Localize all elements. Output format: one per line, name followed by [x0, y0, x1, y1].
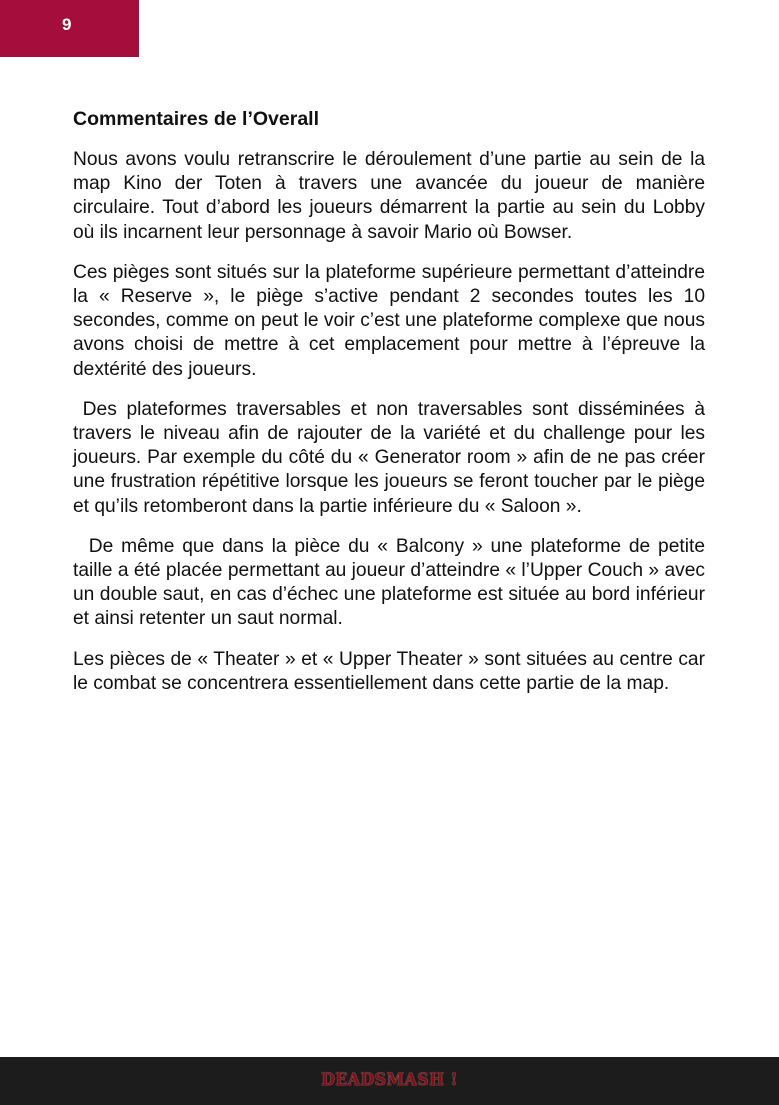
footer-bar	[0, 1057, 779, 1105]
paragraph-theater: Les pièces de « Theater » et « Upper Theater » sont situées au centre car le combat se concentrera essentiellement dans cette partie de la map.	[73, 648, 711, 694]
paragraph-balcony: De même que dans la pièce du « Balcony » une plateforme de petite taille a été placée permettant au joueur d’atteindre « l’Upper Couch » avec un double saut, en cas d’échec une plateforme est située au bord inférieur et ainsi retenter un saut normal.	[73, 535, 711, 630]
document-content	[73, 107, 711, 712]
paragraph-traps: Ces pièges sont situés sur la plateforme supérieure permettant d’atteindre la « Reserve », le piège s’active pendant 2 secondes toutes les 10 secondes, comme on peut le voir c’est une plateforme complexe que nous avons choisi de mettre à cet emplacement pour mettre à l’épreuve la dextérité des joueurs.	[73, 261, 711, 380]
paragraph-intro: Nous avons voulu retranscrire le déroulement d’une partie au sein de la map Kino der Toten à travers une avancée du joueur de manière circulaire. Tout d’abord les joueurs démarrent la partie au sein du Lobby où ils incarnent leur personnage à savoir Mario où Bowser.	[73, 149, 711, 243]
page-number: 9	[62, 15, 72, 34]
section-title: Commentaires de l’Overall	[73, 108, 320, 130]
brand-logo: DEADSMASH !	[321, 1070, 458, 1090]
page-number-badge	[0, 0, 139, 57]
paragraph-platforms: Des plateformes traversables et non traversables sont disséminées à travers le niveau afin de rajouter de la variété et du challenge pour les joueurs. Par exemple du côté du « Generator room » afin de ne pas créer une frustration répétitive lorsque les joueurs se feront toucher par le piège et qu’ils retomberont dans la partie inférieure du « Saloon ».	[73, 398, 711, 517]
